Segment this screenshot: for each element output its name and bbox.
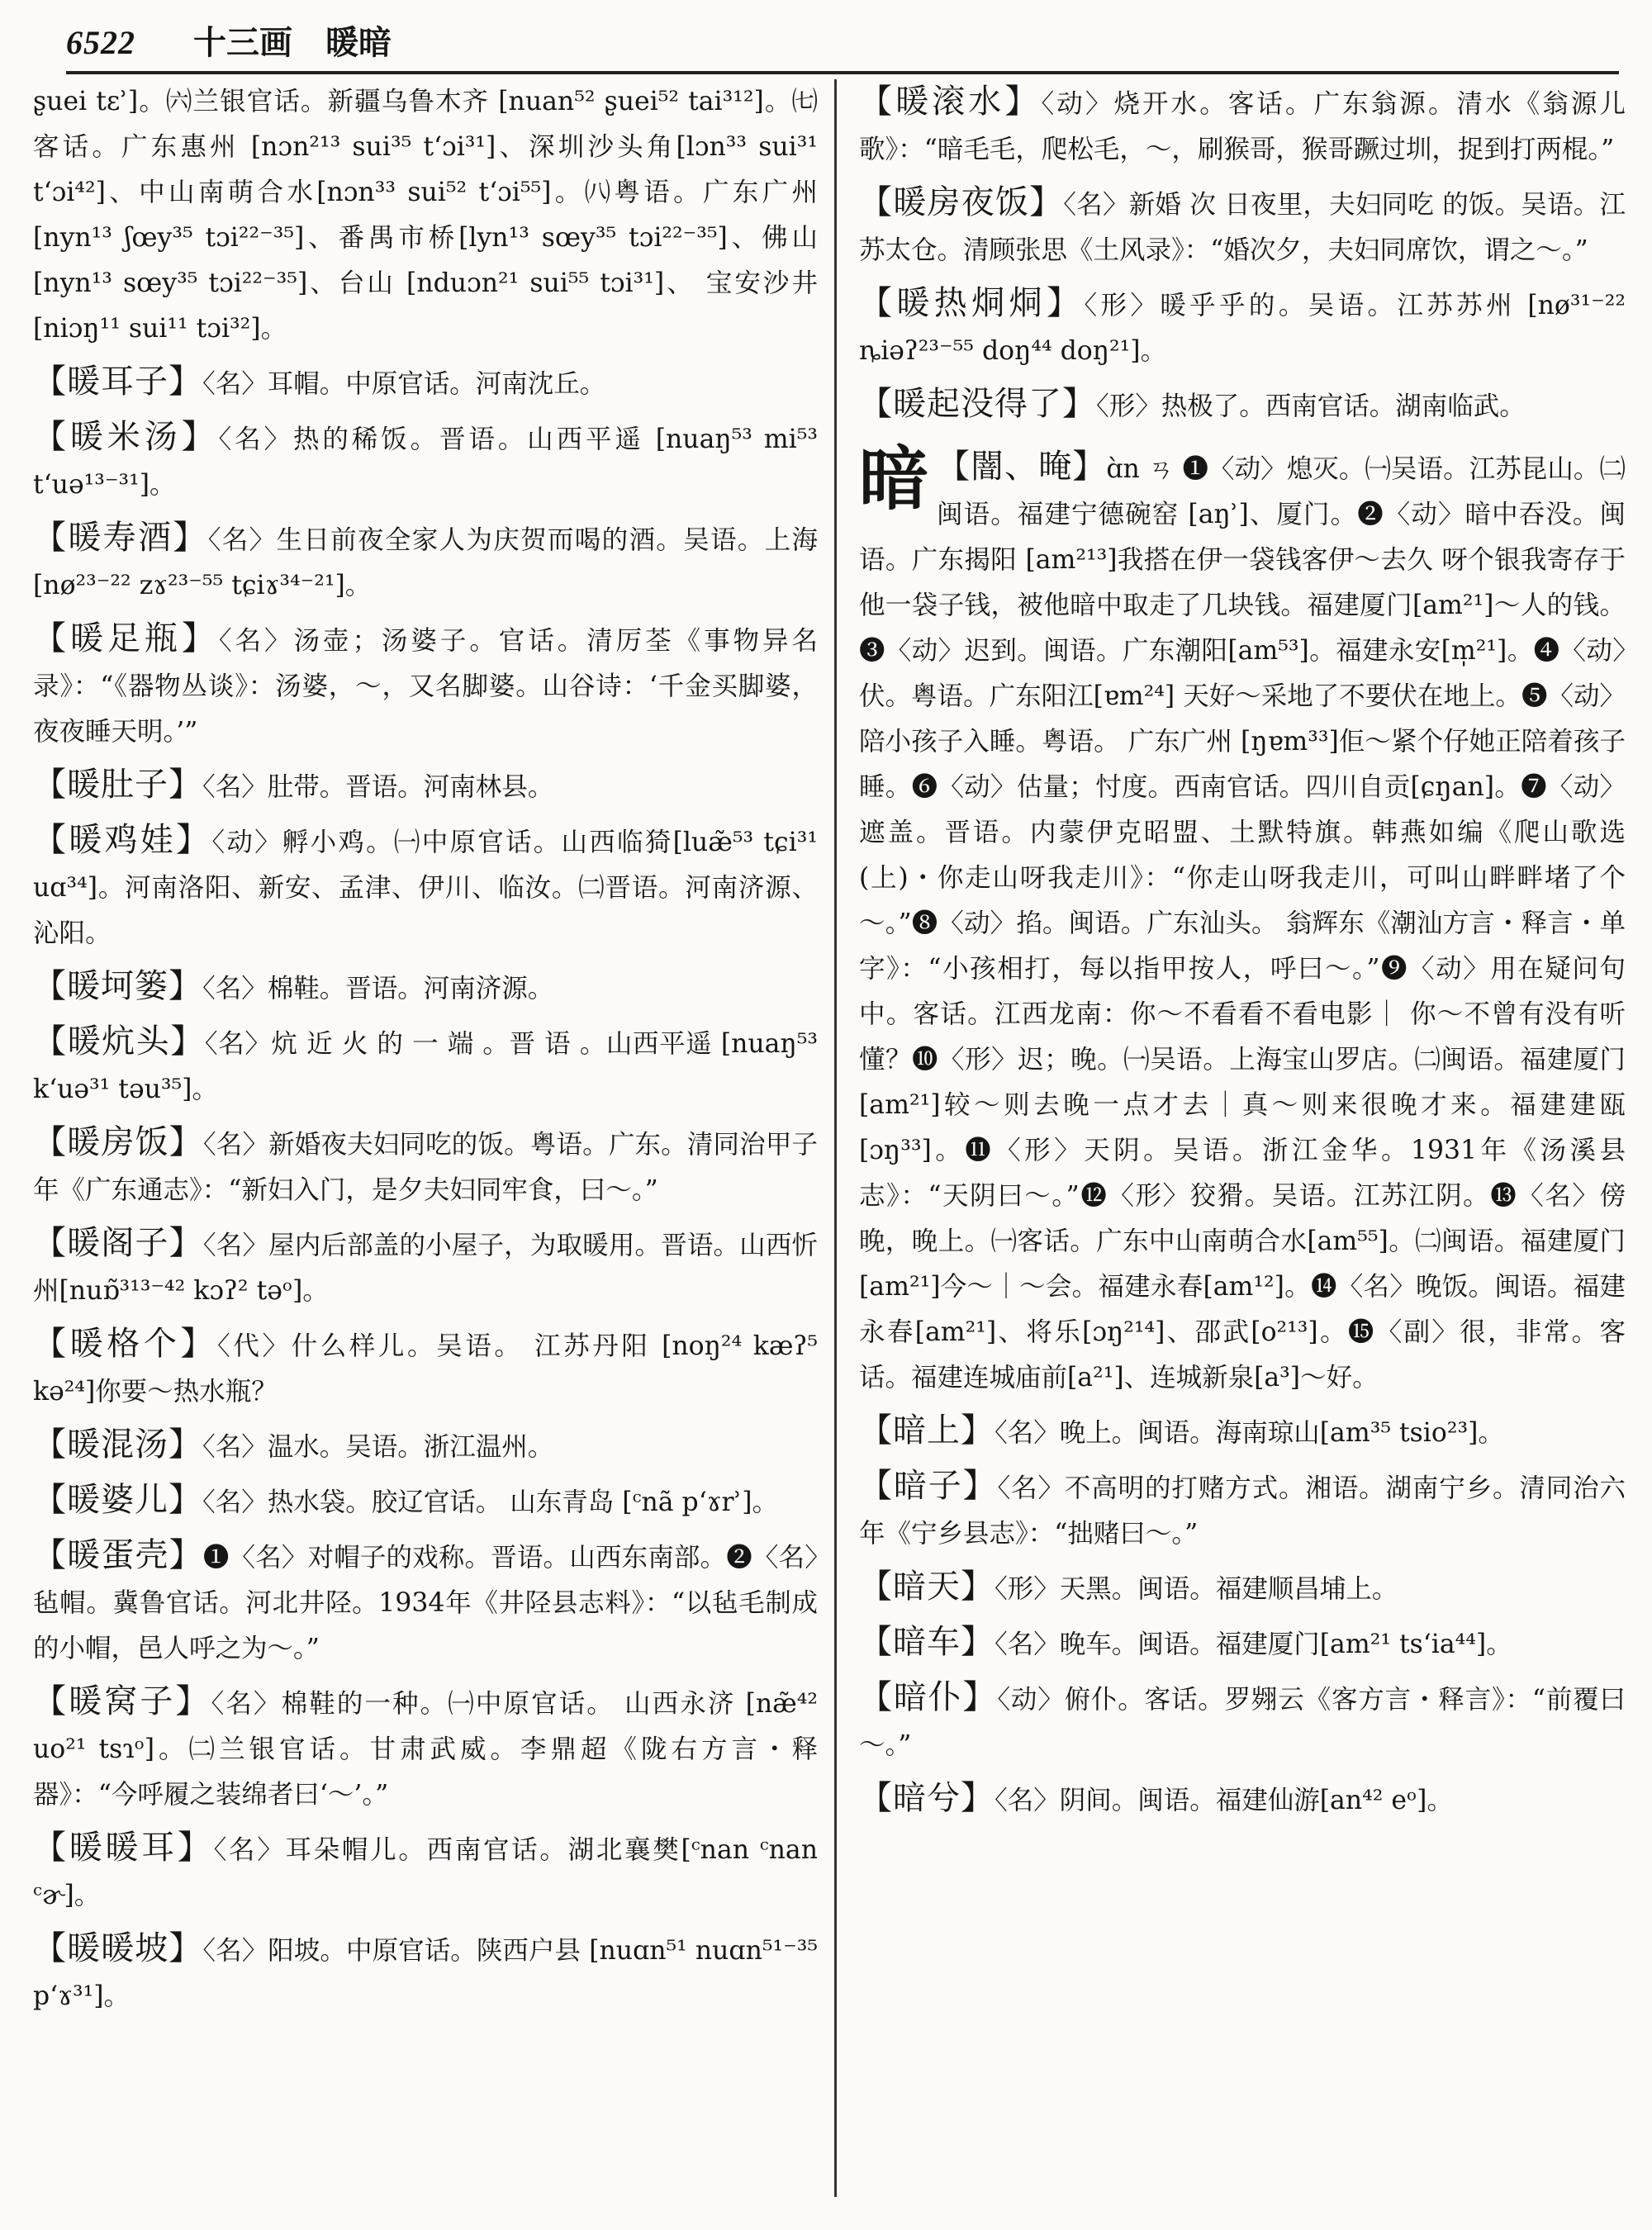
dictionary-entry	[859, 180, 1626, 273]
entry-headword: 【暖暖坡】	[33, 1929, 203, 1967]
dictionary-entry	[33, 1321, 818, 1415]
dictionary-entry	[33, 359, 818, 407]
dictionary-entry	[859, 1776, 1626, 1824]
entry-headword: 【暖格个】	[33, 1325, 218, 1363]
dictionary-entry	[33, 1825, 818, 1919]
entry-text: 〈名〉阴间。闽语。福建仙游[an⁴² eᵒ]。	[995, 1786, 1453, 1815]
entry-text: 〈名〉温水。吴语。浙江温州。	[202, 1432, 554, 1462]
entry-text: 〈名〉晚上。闽语。海南琼山[am³⁵ tsio²³]。	[995, 1418, 1504, 1448]
entry-text: 〈名〉晚车。闽语。福建厦门[am²¹ tsʻia⁴⁴]。	[995, 1630, 1512, 1659]
entry-text: 〈名〉耳帽。中原官话。河南沈丘。	[202, 369, 606, 399]
dictionary-entry	[859, 1464, 1626, 1557]
entry-continuation	[33, 79, 818, 352]
entry-text: 〈名〉棉鞋。晋语。河南济源。	[202, 974, 554, 1004]
dictionary-entry	[33, 1926, 818, 2019]
entry-text: ɑ̀n ㄢ ❶〈动〉熄灭。㈠吴语。江苏昆山。㈡闽语。福建宁德碗窑 [aŋʾ]、厦门。❷〈动〉暗中吞没。闽语。广东揭阳 [am²¹³]我搭在伊一袋钱客伊～去久 呀个银我寄存于他一袋子钱，被他暗中取走了几块钱。福建厦门[am²¹]～人的钱。❸〈动〉迟到。闽语。广东潮阳[am⁵³]。福建永安[m̩²¹]。❹〈动〉伏。粤语。广东阳江[ɐm²⁴] 天好～采地了不要伏在地上。❺〈动〉陪小孩子入睡。粤语。 广东广州 [ŋɐm³³]佢～紧个仔她正陪着孩子睡。❻〈动〉估量；忖度。西南官话。四川自贡[ɕŋan]。❼〈动〉遮盖。晋语。内蒙伊克昭盟、土默特旗。韩燕如编《爬山歌选(上)・你走山呀我走川》：“你走山呀我走川，可叫山畔畔堵了个～。”❽〈动〉掐。闽语。广东汕头。 翁辉东《潮汕方言・释言・单字》：“小孩相打，每以指甲按人，呼曰～。”❾〈动〉用在疑问句中。客话。江西龙南：你～不看看不看电影｜ 你～不曾有没有听懂？❿〈形〉迟；晚。㈠吴语。上海宝山罗店。㈡闽语。福建厦门[am²¹]较～则去晚一点才去｜真～则来很晚才来。福建建瓯[ɔŋ³³]。⓫〈形〉天阴。吴语。浙江金华。1931年《汤溪县志》：“天阴曰～。”⓬〈形〉狡猾。吴语。江苏江阴。⓭〈名〉傍晚，晚上。㈠客话。广东中山南萌合水[am⁵⁵]。㈡闽语。福建厦门[am²¹]今～｜～会。福建永春[am¹²]。⓮〈名〉晚饭。闽语。福建永春[am²¹]、将乐[ɔŋ²¹⁴]、邵武[o²¹³]。⓯〈副〉很，非常。客话。福建连城庙前[a²¹]、连城新泉[a³]～好。	[859, 454, 1626, 1393]
dictionary-entry	[33, 1679, 818, 1818]
page-header	[66, 17, 1619, 64]
entry-headword: 【暗天】	[859, 1568, 995, 1606]
dictionary-entry	[33, 1422, 818, 1470]
entry-headword: 【暖婆儿】	[33, 1481, 202, 1519]
entry-text: 〈名〉炕 近 火 的 一 端 。晋 语 。山西平遥 [nuaŋ⁵³ kʻuə³¹ təu³⁵]。	[33, 1029, 818, 1104]
entry-text: ʂuei tɛʾ]。㈥兰银官话。新疆乌鲁木齐 [nuan⁵² ʂuei⁵² tai³¹²]。㈦客话。广东惠州 [nɔn²¹³ sui³⁵ tʻɔi³¹]、深圳沙头角[lɔn³³ sui³¹ tʻɔi⁴²]、中山南萌合水[nɔn³³ sui⁵² tʻɔi⁵⁵]。㈧粤语。广东广州 [nyn¹³ ʃœy³⁵ tɔi²²⁻³⁵]、番禺市桥[lyn¹³ sœy³⁵ tɔi²²⁻³⁵]、佛山 [nyn¹³ sœy³⁵ tɔi²²⁻³⁵]、台山 [nduɔn²¹ sui⁵⁵ tɔi³¹]、 宝安沙井[niɔŋ¹¹ sui¹¹ tɔi³²]。	[33, 87, 818, 344]
entry-text: 〈动〉烧开水。客话。广东翁源。清水《翁源儿歌》：“暗毛毛，爬松毛，～，刷猴哥，猴哥蹶过圳，捉到打两棍。”	[859, 89, 1626, 164]
entry-headword: 【暖阁子】	[33, 1224, 203, 1262]
entry-headword: 【暖混汤】	[33, 1426, 202, 1464]
entry-headword: 【暖窝子】	[33, 1682, 211, 1720]
entry-text: 〈代〉什么样儿。吴语。 江苏丹阳 [noŋ²⁴ kæʔ⁵ kə²⁴]你要～热水瓶？	[33, 1331, 818, 1407]
entry-headword: 【暖寿酒】	[33, 519, 208, 557]
dictionary-entry	[859, 1408, 1626, 1456]
dictionary-entry	[33, 818, 818, 956]
head-character: 暗	[859, 438, 929, 520]
entry-headword: 【暖炕头】	[33, 1022, 205, 1060]
entry-text: 〈名〉生日前夜全家人为庆贺而喝的酒。吴语。上海[nø²³⁻²² zɤ²³⁻⁵⁵ tɕiɤ³⁴⁻²¹]。	[33, 525, 818, 600]
entry-headword: 【暖滚水】	[859, 83, 1042, 121]
page-number: 6522	[66, 24, 135, 61]
entry-headword: 【暖热烔烔】	[859, 284, 1085, 322]
section-title: 十三画 暖暗	[193, 23, 392, 62]
entry-text: ❶〈名〉对帽子的戏称。晋语。山西东南部。❷〈名〉毡帽。冀鲁官话。河北井陉。1934年《井陉县志料》：“以毡毛制成的小帽，邑人呼之为～。”	[33, 1543, 818, 1663]
entry-text: 〈动〉孵小鸡。㈠中原官话。山西临猗[luæ̃⁵³ tɕi³¹ uɑ³⁴]。河南洛阳、新安、孟津、伊川、临汝。㈡晋语。河南济源、沁阳。	[33, 828, 818, 948]
dictionary-entry	[33, 616, 818, 755]
dictionary-entry	[859, 281, 1626, 374]
dictionary-entry	[859, 1675, 1626, 1768]
entry-text: 〈名〉不高明的打赌方式。湘语。湖南宁乡。清同治六年《宁乡县志》：“拙赌曰～。”	[859, 1473, 1626, 1549]
entry-headword: 【暖房夜饭】	[859, 183, 1064, 221]
entry-headword: 【暗兮】	[859, 1779, 995, 1817]
dictionary-entry	[33, 515, 818, 609]
entry-text: 〈名〉屋内后部盖的小屋子，为取暖用。晋语。山西忻州[nuɒ̃³¹³⁻⁴² kɔʔ² təᵒ]。	[33, 1231, 818, 1306]
entry-headword: 【暖坷篓】	[33, 967, 202, 1005]
entry-text: 〈名〉棉鞋的一种。㈠中原官话。 山西永济 [næ̃⁴² uo²¹ tsɿᵒ]。㈡兰银官话。甘肃武威。李鼎超《陇右方言・释器》：“今呼履之装绵者曰‘～’。”	[33, 1689, 818, 1810]
character-entry	[859, 438, 1626, 1401]
header-rule	[66, 71, 1619, 74]
entry-headword: 【暗子】	[859, 1467, 998, 1505]
entry-headword: 【暗仆】	[859, 1678, 998, 1716]
entry-text: 〈动〉俯仆。客话。罗翙云《客方言・释言》：“前覆曰～。”	[859, 1685, 1626, 1760]
entry-headword: 【暖蛋壳】	[33, 1536, 203, 1574]
entry-text: 〈形〉暖乎乎的。吴语。江苏苏州 [nø³¹⁻²² ȵiəʔ²³⁻⁵⁵ doŋ⁴⁴ doŋ²¹]。	[859, 291, 1626, 366]
entry-headword: 【暖起没得了】	[859, 385, 1096, 423]
entry-text: 〈名〉耳朵帽儿。西南官话。湖北襄樊[ᶜnan ᶜnan ᶜɚ]。	[33, 1835, 818, 1910]
dictionary-entry	[33, 1019, 818, 1113]
entry-text: 〈名〉新婚 次 日夜里，夫妇同吃 的饭。吴语。江苏太仓。清顾张思《土风录》：“婚次夕，夫妇同席饮，谓之～。”	[859, 190, 1626, 265]
dictionary-entry	[33, 1533, 818, 1672]
dictionary-entry	[33, 415, 818, 508]
entry-text: 〈名〉汤壶；汤婆子。官话。清厉荃《事物异名录》：“《器物丛谈》：汤婆，～，又名脚婆。山谷诗：‘千金买脚婆，夜夜睡天明。’”	[33, 626, 818, 747]
dictionary-entry	[33, 762, 818, 810]
variant-forms: 【闇、晻】	[937, 448, 1107, 486]
left-column	[33, 79, 818, 2197]
entry-text: 〈形〉天黑。闽语。福建顺昌埔上。	[995, 1574, 1398, 1604]
entry-headword: 【暖耳子】	[33, 363, 202, 401]
entry-text: 〈名〉热的稀饭。晋语。山西平遥 [nuaŋ⁵³ mi⁵³ tʻuə¹³⁻³¹]。	[33, 425, 818, 500]
entry-headword: 【暖暖耳】	[33, 1829, 214, 1867]
dictionary-entry	[33, 1478, 818, 1525]
right-column	[859, 79, 1626, 2197]
entry-text: 〈名〉新婚夜夫妇同吃的饭。粤语。广东。清同治甲子年《广东通志》：“新妇入门，是夕夫妇同牢食，曰～。”	[33, 1130, 818, 1205]
entry-text: 〈名〉热水袋。胶辽官话。 山东青岛 [ᶜnã pʻɤrʾ]。	[202, 1487, 779, 1517]
dictionary-entry	[859, 1564, 1626, 1612]
entry-headword: 【暗上】	[859, 1412, 995, 1450]
dictionary-entry	[33, 1120, 818, 1213]
entry-headword: 【暖肚子】	[33, 766, 202, 804]
entry-headword: 【暖米汤】	[33, 418, 219, 456]
entry-headword: 【暖足瓶】	[33, 619, 219, 657]
dictionary-entry	[859, 79, 1626, 173]
entry-headword: 【暖鸡娃】	[33, 821, 212, 859]
dictionary-entry	[33, 964, 818, 1012]
entry-headword: 【暖房饭】	[33, 1123, 203, 1161]
dictionary-entry	[859, 382, 1626, 429]
entry-headword: 【暗车】	[859, 1623, 995, 1661]
entry-text: 〈形〉热极了。西南官话。湖南临武。	[1096, 391, 1526, 421]
entry-text: 〈名〉肚带。晋语。河南林县。	[202, 772, 554, 802]
dictionary-entry	[33, 1221, 818, 1314]
dictionary-entry	[859, 1620, 1626, 1668]
entry-text: 〈名〉阳坡。中原官话。陕西户县 [nuɑn⁵¹ nuɑn⁵¹⁻³⁵ pʻɤ³¹]。	[33, 1936, 818, 2011]
column-divider	[834, 79, 837, 2197]
